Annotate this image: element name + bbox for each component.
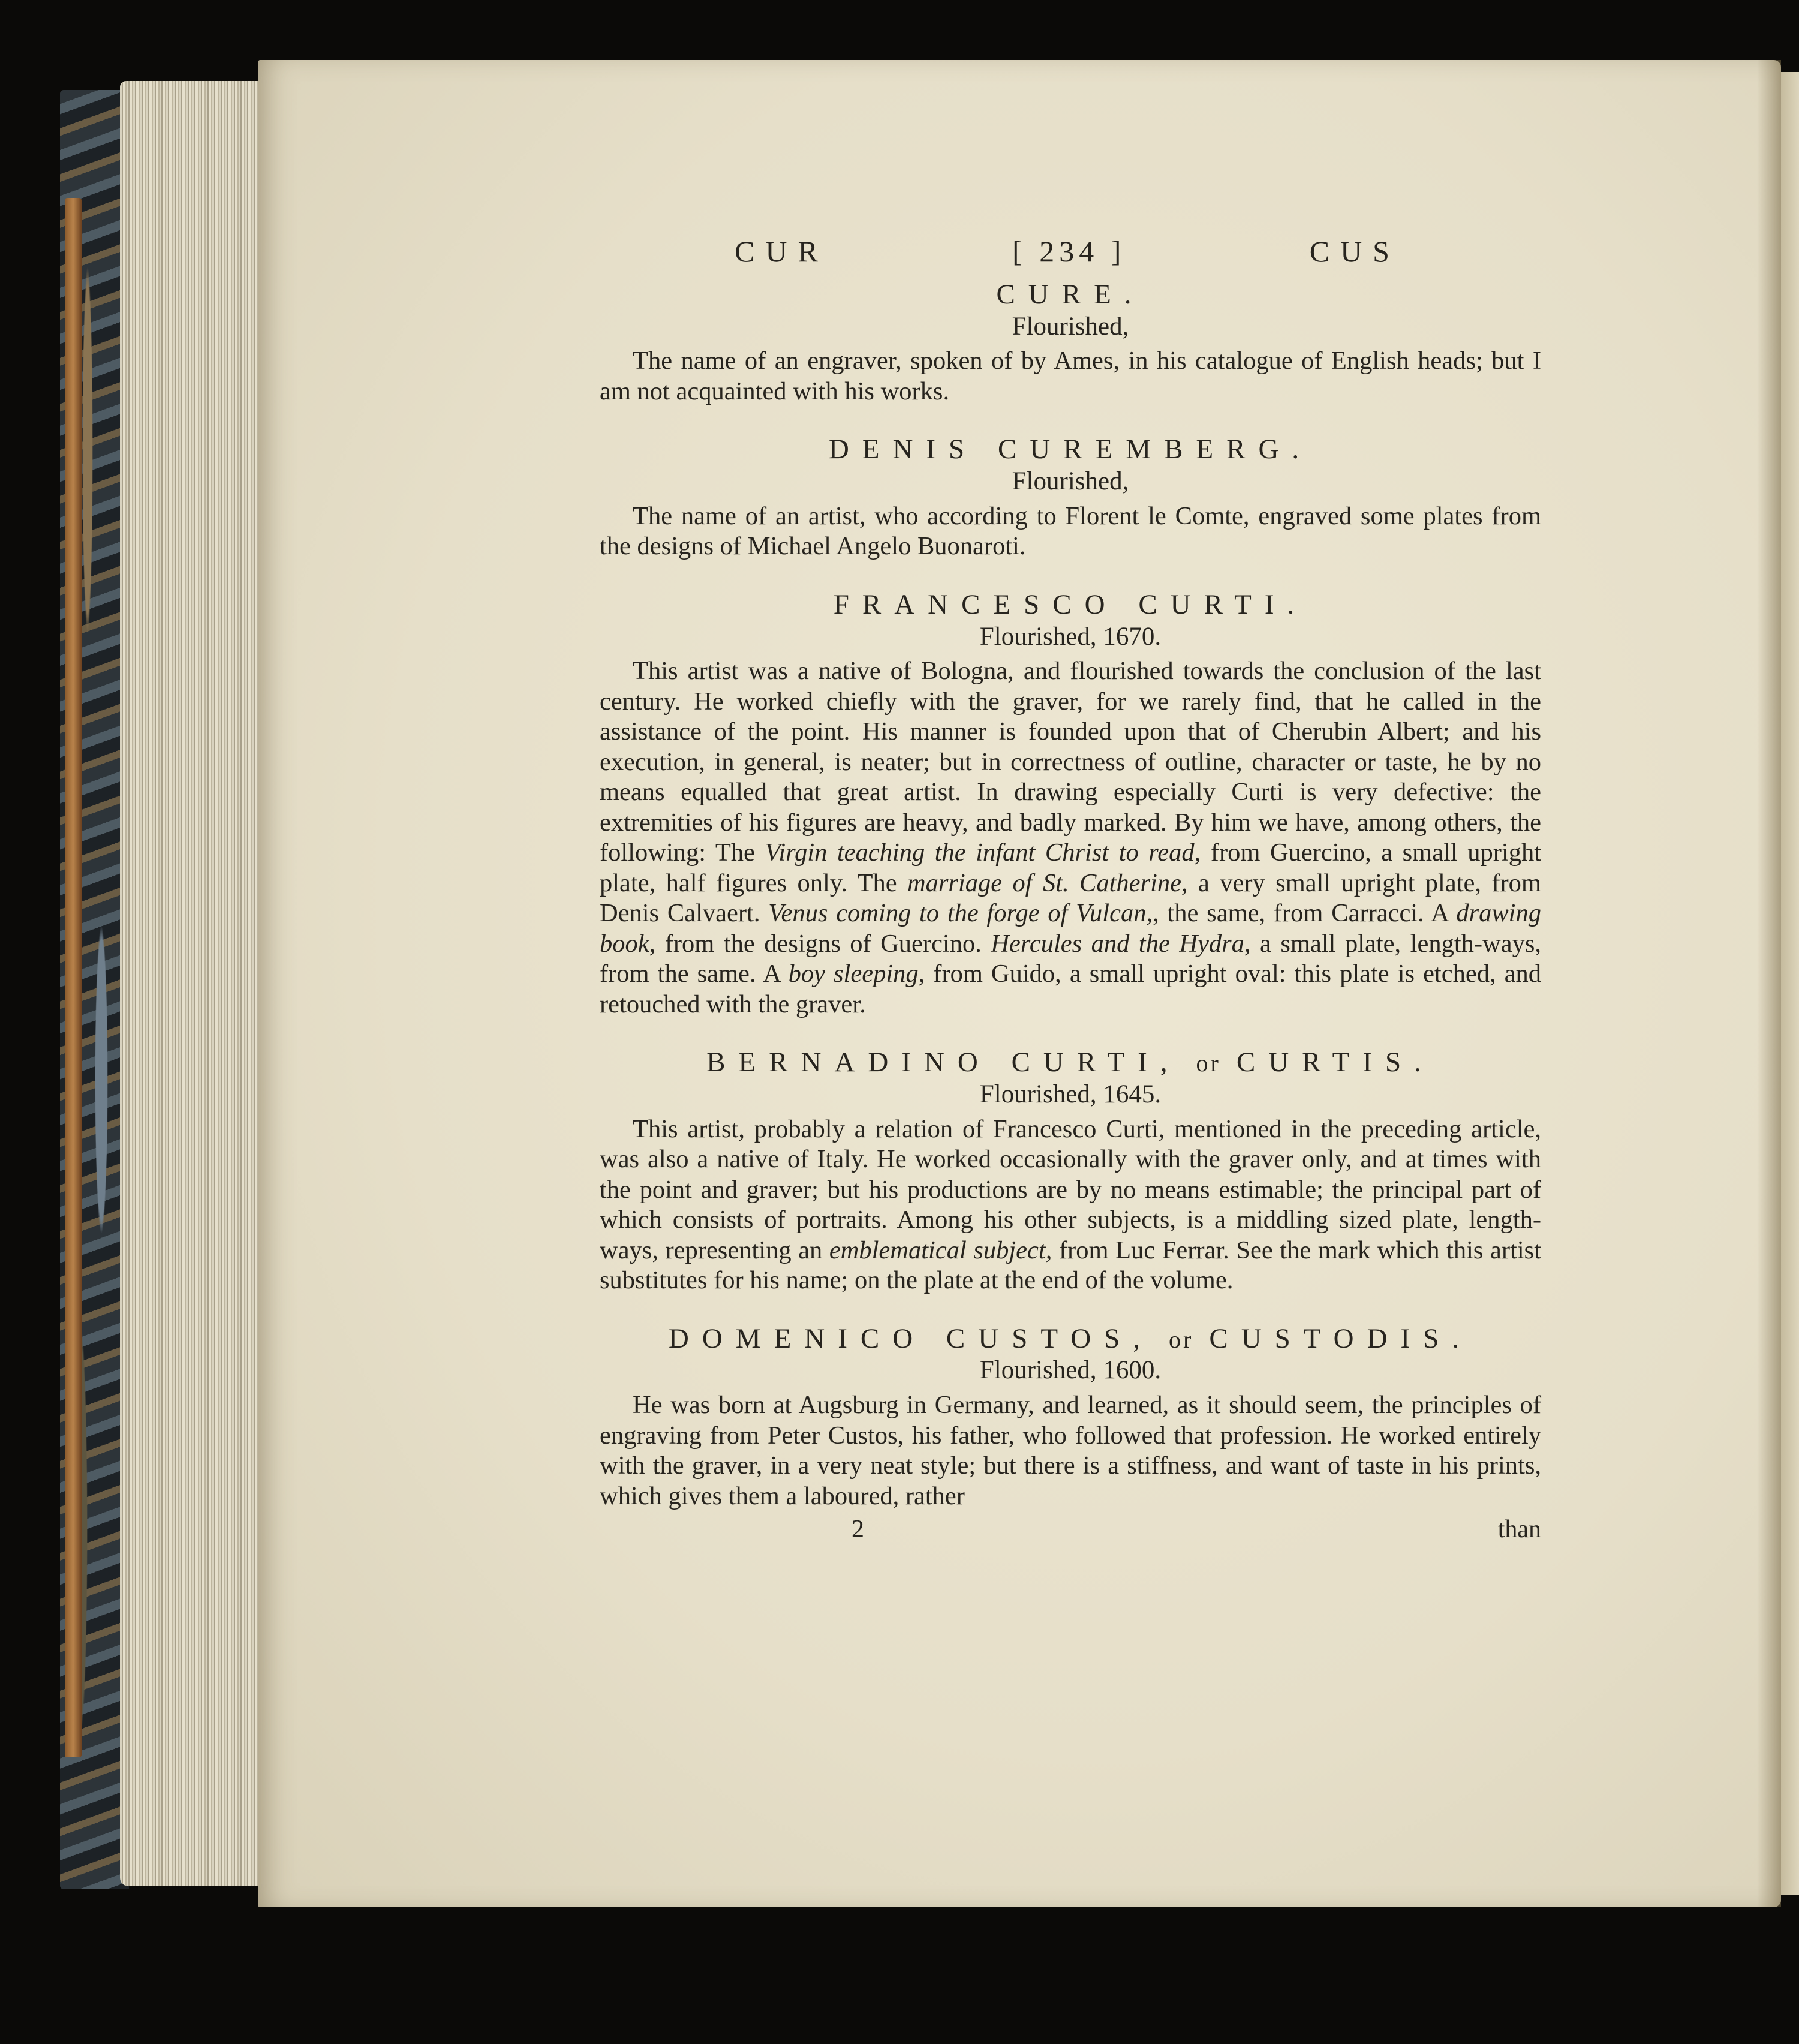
flourished-line: Flourished, — [1012, 467, 1129, 496]
body-text: a very small upright plate, from Denis Calvaert. — [600, 868, 1541, 928]
entry-body — [600, 501, 1541, 562]
signature-mark: 2 — [852, 1516, 864, 1544]
body-text: The name of an artist, who according to Florent le Comte, engraved some plates from the designs of Michael Angelo Buonaroti. — [600, 501, 1541, 561]
page-text — [600, 234, 1541, 1544]
entry-heading: BERNADINO CURTI, or CURTIS. — [706, 1047, 1434, 1078]
entry-domenico-custos — [600, 1324, 1541, 1511]
entry-cure — [600, 279, 1541, 407]
entry-heading: FRANCESCO CURTI. — [833, 588, 1308, 620]
italic-title: Virgin teaching the infant Christ to read, — [765, 838, 1201, 867]
flourished-line: Flourished, 1670. — [979, 622, 1162, 651]
running-head-right: CUS — [1309, 235, 1400, 268]
body-text: from the designs of Guercino. — [655, 929, 991, 958]
body-text: The name of an engraver, spoken of by Ames, in his catalogue of English heads; but I am not acquainted with his works. — [600, 347, 1541, 405]
page-number: [ 234 ] — [1012, 235, 1126, 268]
italic-title: marriage of St. Catherine, — [907, 868, 1188, 897]
entry-francesco-curti — [600, 590, 1541, 1020]
entry-heading: DENIS CUREMBERG. — [828, 434, 1313, 465]
page-edges — [120, 81, 264, 1886]
body-text: This artist, probably a relation of Francesco Curti, mentioned in the preceding article, was also a native of Italy. He worked occasionally with the graver only, and at times with the point and graver; but his productions are by no means estimable; the principal part of which consists of portraits. Among his other subjects, is a middling sized plate, length-ways, representing an — [600, 1114, 1541, 1264]
running-head-left: CUR — [735, 235, 829, 268]
flourished-line: Flourished, 1645. — [979, 1080, 1162, 1108]
catchword: than — [1497, 1516, 1541, 1544]
italic-title: boy sleeping, — [788, 960, 925, 988]
entry-denis-curemberg — [600, 434, 1541, 561]
italic-title: drawing book, — [600, 899, 1541, 958]
body-text: He was born at Augsburg in Germany, and learned, as it should seem, the principles of engraving from Peter Custos, his father, who followed that profession. He worked entirely with the graver, in a very neat style; but there is a stiffness, and want of taste in his prints, which gives them a laboured, rather — [600, 1391, 1541, 1510]
body-text: , the same, from Carracci. A — [1153, 899, 1457, 928]
body-text: from Guercino, a small upright plate, half figures only. The — [600, 838, 1541, 897]
page-gutter — [1757, 60, 1781, 1907]
body-text: This artist was a native of Bologna, and flourished towards the conclusion of the last century. He worked chiefly with the graver, for we rarely find, that he called in the assistance of the point. His manner is founded upon that of Cherubin Albert; and his execution, in general, is neater; but in correctness of outline, character or taste, he by no means equalled that great artist. In drawing especially Curti is very defective: the extremities of his figures are heavy, and badly marked. By him we have, among others, the following: The — [600, 657, 1541, 867]
body-text: a small plate, length-ways, from the same. A — [600, 929, 1541, 988]
entry-heading: CURE. — [996, 279, 1145, 310]
body-text: from Guido, a small upright oval: this plate is etched, and retouched with the graver. — [600, 960, 1541, 1018]
body-text: from Luc Ferrar. See the mark which this artist substitutes for his name; on the plate at the end of the volume. — [600, 1236, 1541, 1295]
italic-title: Hercules and the Hydra, — [991, 929, 1251, 958]
entry-heading: DOMENICO CUSTOS, or CUSTODIS. — [668, 1322, 1473, 1354]
entry-body — [600, 1114, 1541, 1296]
flourished-line: Flourished, — [1012, 312, 1129, 341]
entry-body — [600, 656, 1541, 1020]
italic-title: emblematical subject, — [829, 1236, 1052, 1264]
entry-body — [600, 1390, 1541, 1511]
flourished-line: Flourished, 1600. — [979, 1356, 1162, 1385]
page-footer — [600, 1515, 1541, 1544]
entry-bernadino-curti — [600, 1047, 1541, 1295]
leather-spine-edge — [65, 198, 82, 1757]
running-head — [735, 234, 1400, 269]
italic-title: Venus coming to the forge of Vulcan, — [768, 899, 1153, 928]
entry-body — [600, 346, 1541, 407]
